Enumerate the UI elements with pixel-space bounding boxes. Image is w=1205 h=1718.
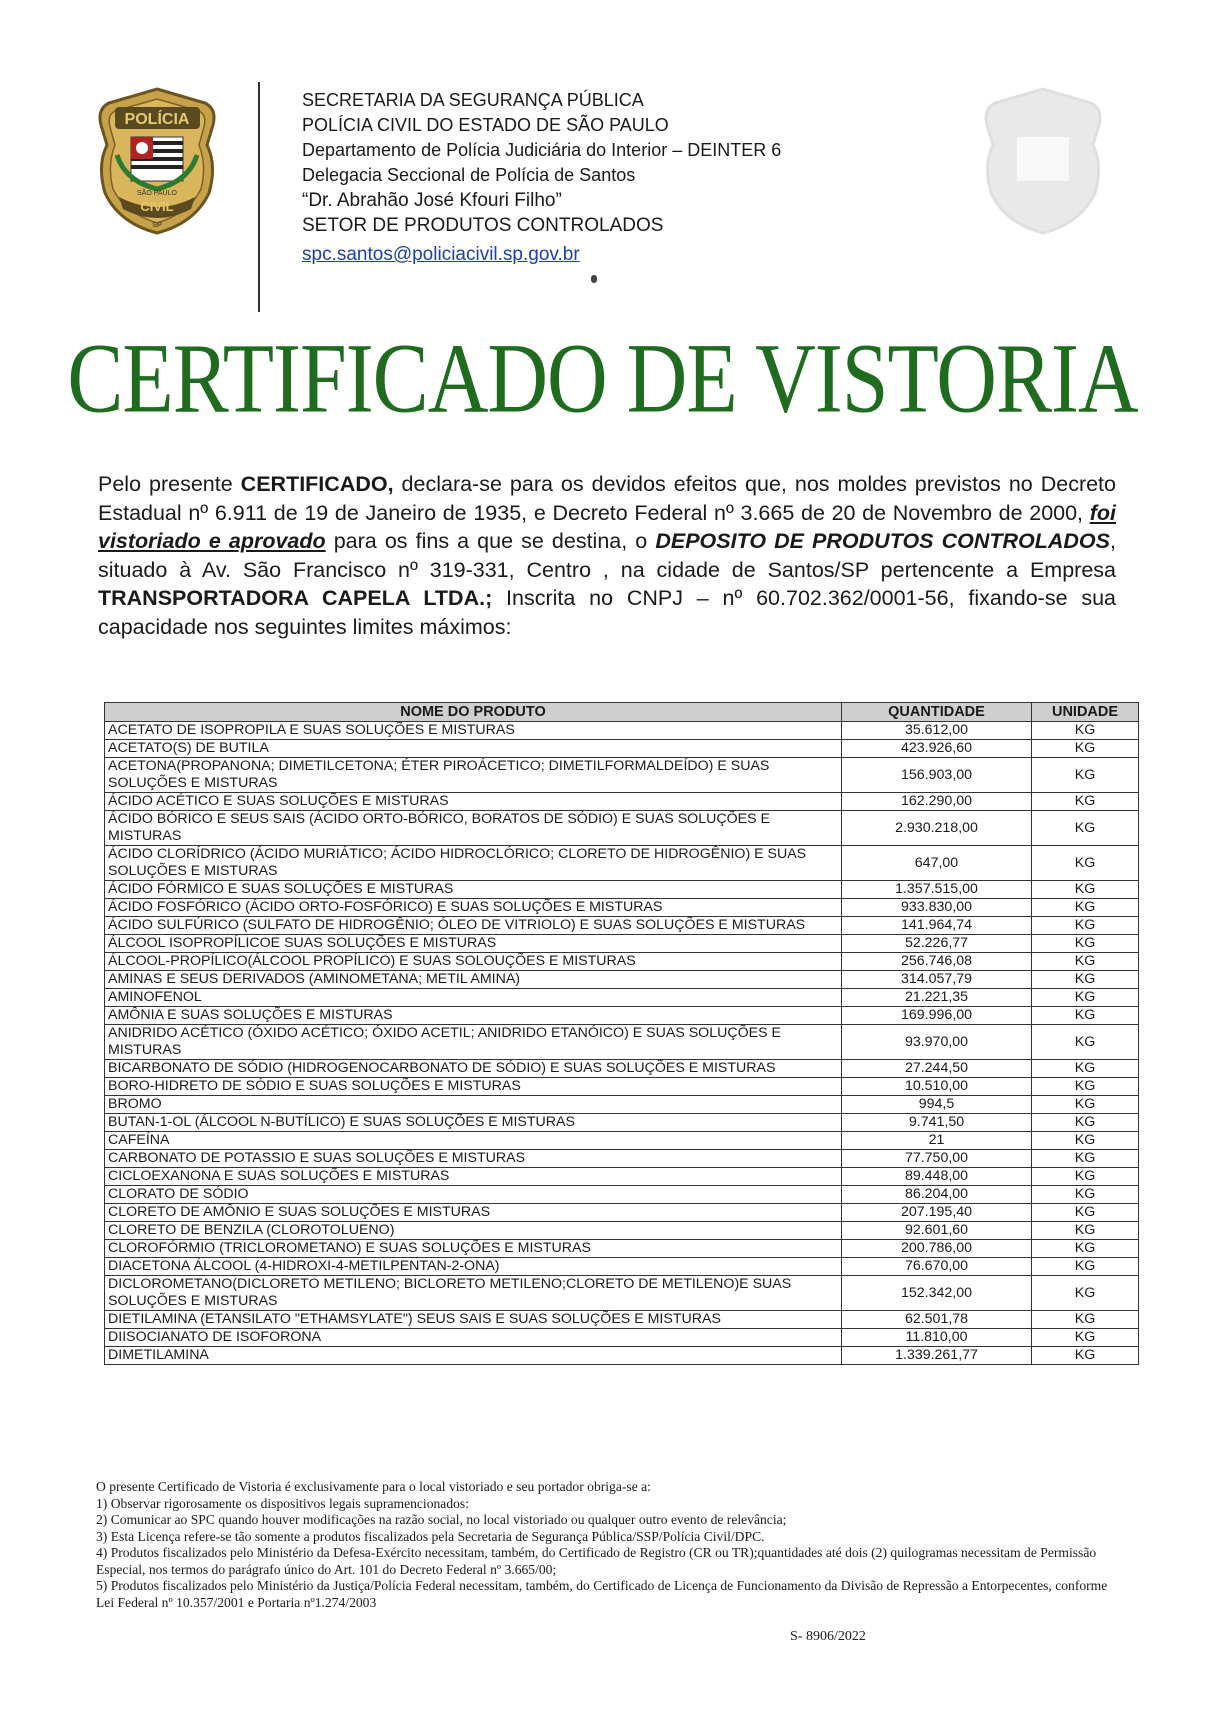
table-row xyxy=(105,935,1139,953)
footer-notes xyxy=(96,1479,1116,1611)
product-name-cell: DIMETILAMINA xyxy=(105,1347,842,1365)
header-divider xyxy=(258,82,260,312)
table-row xyxy=(105,917,1139,935)
quantity-cell: 92.601,60 xyxy=(842,1222,1032,1240)
header-line-4: Delegacia Seccional de Polícia de Santos xyxy=(302,165,636,185)
header-block xyxy=(302,88,781,267)
unit-cell: KG xyxy=(1032,1204,1139,1222)
header-line-1: SECRETARIA DA SEGURANÇA PÚBLICA xyxy=(302,90,644,110)
quantity-cell: 77.750,00 xyxy=(842,1150,1032,1168)
table-row xyxy=(105,1204,1139,1222)
note-intro: O presente Certificado de Vistoria é exclusivamente para o local vistoriado e seu portador obriga-se a: xyxy=(96,1479,651,1494)
unit-cell: KG xyxy=(1032,1025,1139,1060)
email-link[interactable]: spc.santos@policiacivil.sp.gov.br xyxy=(302,244,580,265)
col-header-quantity: QUANTIDADE xyxy=(842,703,1032,722)
table-row xyxy=(105,971,1139,989)
quantity-cell: 156.903,00 xyxy=(842,758,1032,793)
unit-cell: KG xyxy=(1032,846,1139,881)
table-row xyxy=(105,811,1139,846)
table-row xyxy=(105,1186,1139,1204)
table-row xyxy=(105,1078,1139,1096)
unit-cell: KG xyxy=(1032,1114,1139,1132)
header-line-2: POLÍCIA CIVIL DO ESTADO DE SÃO PAULO xyxy=(302,115,669,135)
ink-dot xyxy=(591,275,597,283)
quantity-cell: 200.786,00 xyxy=(842,1240,1032,1258)
unit-cell: KG xyxy=(1032,1078,1139,1096)
header-line-3: Departamento de Polícia Judiciária do Interior – DEINTER 6 xyxy=(302,140,782,160)
product-name-cell: BICARBONATO DE SÓDIO (HIDROGENOCARBONATO DE SÓDIO) E SUAS SOLUÇÕES E MISTURAS xyxy=(105,1060,842,1078)
unit-cell: KG xyxy=(1032,740,1139,758)
unit-cell: KG xyxy=(1032,1168,1139,1186)
unit-cell: KG xyxy=(1032,722,1139,740)
table-row xyxy=(105,1132,1139,1150)
table-row xyxy=(105,846,1139,881)
table-row xyxy=(105,1025,1139,1060)
unit-cell: KG xyxy=(1032,1240,1139,1258)
table-row xyxy=(105,740,1139,758)
body-empresa: TRANSPORTADORA CAPELA LTDA.; xyxy=(98,586,493,610)
table-row xyxy=(105,899,1139,917)
quantity-cell: 162.290,00 xyxy=(842,793,1032,811)
quantity-cell: 256.746,08 xyxy=(842,953,1032,971)
document-code: S- 8906/2022 xyxy=(790,1629,866,1644)
quantity-cell: 86.204,00 xyxy=(842,1186,1032,1204)
body-vistoriado: foi vistoriado e aprovado xyxy=(98,500,1116,553)
quantity-cell: 423.926,60 xyxy=(842,740,1032,758)
unit-cell: KG xyxy=(1032,1150,1139,1168)
header-line-5: “Dr. Abrahão José Kfouri Filho” xyxy=(302,190,562,211)
note-1: 1) Observar rigorosamente os dispositivos legais supramencionados: xyxy=(96,1495,469,1511)
table-header-row xyxy=(105,703,1139,722)
product-name-cell: CLORATO DE SÓDIO xyxy=(105,1186,842,1204)
body-deposito: DEPOSITO DE PRODUTOS CONTROLADOS xyxy=(655,529,1111,553)
table-row xyxy=(105,1347,1139,1365)
ghost-badge-icon xyxy=(980,85,1105,235)
quantity-cell: 21 xyxy=(842,1132,1032,1150)
body-certificado: CERTIFICADO, xyxy=(240,472,394,496)
quantity-cell: 76.670,00 xyxy=(842,1258,1032,1276)
quantity-cell: 10.510,00 xyxy=(842,1078,1032,1096)
col-header-name: NOME DO PRODUTO xyxy=(105,703,842,722)
product-name-cell: ÁCIDO ACÉTICO E SUAS SOLUÇÕES E MISTURAS xyxy=(105,793,842,811)
product-name-cell: ÁLCOOL ISOPROPÍLICOE SUAS SOLUÇÕES E MISTURAS xyxy=(105,935,842,953)
products-table xyxy=(104,702,1139,1365)
quantity-cell: 152.342,00 xyxy=(842,1276,1032,1311)
policia-civil-badge-icon xyxy=(95,85,220,235)
body-text-1: Pelo presente xyxy=(98,472,241,496)
header-line-6: SETOR DE PRODUTOS CONTROLADOS xyxy=(302,215,664,236)
unit-cell: KG xyxy=(1032,758,1139,793)
product-name-cell: ANIDRIDO ACÉTICO (ÓXIDO ACÉTICO; ÓXIDO ACETIL; ANIDRIDO ETANÓICO) E SUAS SOLUÇÕES E MISTURAS xyxy=(105,1025,842,1060)
table-row xyxy=(105,953,1139,971)
table-row xyxy=(105,1168,1139,1186)
unit-cell: KG xyxy=(1032,1311,1139,1329)
body-text-3: para os fins a que se destina, o xyxy=(325,529,656,553)
quantity-cell: 933.830,00 xyxy=(842,899,1032,917)
quantity-cell: 27.244,50 xyxy=(842,1060,1032,1078)
unit-cell: KG xyxy=(1032,935,1139,953)
unit-cell: KG xyxy=(1032,1007,1139,1025)
body-text-5: Inscrita no CNPJ – nº 60.702.362/0001-56, fixando-se sua capacidade nos seguintes limites máximos: xyxy=(98,586,1116,639)
col-header-unit: UNIDADE xyxy=(1032,703,1139,722)
table-row xyxy=(105,1096,1139,1114)
note-5: 5) Produtos fiscalizados pelo Ministério da Justiça/Polícia Federal necessitam, também, do Certificado de Licença de Funcionamento da Divisão de Repressão a Entorpecentes, conforme Lei Federal nº 10.357/2001 e Portaria nº1.274/2003 xyxy=(96,1578,1108,1610)
table-row xyxy=(105,989,1139,1007)
product-name-cell: AMÔNIA E SUAS SOLUÇÕES E MISTURAS xyxy=(105,1007,842,1025)
unit-cell: KG xyxy=(1032,971,1139,989)
page-title: CERTIFICADO DE VISTORIA xyxy=(67,324,1138,435)
table-row xyxy=(105,722,1139,740)
unit-cell: KG xyxy=(1032,1132,1139,1150)
table-row xyxy=(105,1060,1139,1078)
product-name-cell: ÁCIDO CLORÍDRICO (ÁCIDO MURIÁTICO; ÁCIDO HIDROCLÓRICO; CLORETO DE HIDROGÊNIO) E SUAS SOLUÇÕES E MISTURAS xyxy=(105,846,842,881)
quantity-cell: 141.964,74 xyxy=(842,917,1032,935)
product-name-cell: ÁCIDO BÓRICO E SEUS SAIS (ÁCIDO ORTO-BÓRICO, BORATOS DE SÓDIO) E SUAS SOLUÇÕES E MISTURAS xyxy=(105,811,842,846)
unit-cell: KG xyxy=(1032,1347,1139,1365)
product-name-cell: CLORETO DE AMÔNIO E SUAS SOLUÇÕES E MISTURAS xyxy=(105,1204,842,1222)
product-name-cell: DIACETONA ÁLCOOL (4-HIDROXI-4-METILPENTAN-2-ONA) xyxy=(105,1258,842,1276)
quantity-cell: 207.195,40 xyxy=(842,1204,1032,1222)
unit-cell: KG xyxy=(1032,881,1139,899)
body-text-4: , situado à Av. São Francisco nº 319-331, Centro , na cidade de Santos/SP pertencente a Empresa xyxy=(98,529,1116,582)
quantity-cell: 2.930.218,00 xyxy=(842,811,1032,846)
table-row xyxy=(105,1329,1139,1347)
table-row xyxy=(105,1240,1139,1258)
badge-sp-text: SP xyxy=(152,222,162,229)
quantity-cell: 35.612,00 xyxy=(842,722,1032,740)
quantity-cell: 1.357.515,00 xyxy=(842,881,1032,899)
body-text-2: declara-se para os devidos efeitos que, nos moldes previstos no Decreto Estadual nº 6.911 de 19 de Janeiro de 1935, e Decreto Federal nº 3.665 de 20 de Novembro de 2000, xyxy=(98,472,1116,525)
quantity-cell: 52.226,77 xyxy=(842,935,1032,953)
table-row xyxy=(105,793,1139,811)
product-name-cell: CARBONATO DE POTASSIO E SUAS SOLUÇÕES E MISTURAS xyxy=(105,1150,842,1168)
quantity-cell: 1.339.261,77 xyxy=(842,1347,1032,1365)
product-name-cell: DIISOCIANATO DE ISOFORONA xyxy=(105,1329,842,1347)
quantity-cell: 11.810,00 xyxy=(842,1329,1032,1347)
product-name-cell: ÁLCOOL-PROPÍLICO(ÁLCOOL PROPÍLICO) E SUAS SOLOUÇÕES E MISTURAS xyxy=(105,953,842,971)
unit-cell: KG xyxy=(1032,1329,1139,1347)
unit-cell: KG xyxy=(1032,1186,1139,1204)
table-row xyxy=(105,1007,1139,1025)
note-3: 3) Esta Licença refere-se tão somente a produtos fiscalizados pela Secretaria de Segurança Pública/SSP/Polícia Civil/DPC. xyxy=(96,1528,765,1544)
quantity-cell: 9.741,50 xyxy=(842,1114,1032,1132)
unit-cell: KG xyxy=(1032,953,1139,971)
product-name-cell: BROMO xyxy=(105,1096,842,1114)
table-row xyxy=(105,881,1139,899)
quantity-cell: 21.221,35 xyxy=(842,989,1032,1007)
product-name-cell: BORO-HIDRETO DE SÓDIO E SUAS SOLUÇÕES E MISTURAS xyxy=(105,1078,842,1096)
product-name-cell: ÁCIDO FÓRMICO E SUAS SOLUÇÕES E MISTURAS xyxy=(105,881,842,899)
quantity-cell: 314.057,79 xyxy=(842,971,1032,989)
table-row xyxy=(105,1114,1139,1132)
table-row xyxy=(105,1222,1139,1240)
quantity-cell: 93.970,00 xyxy=(842,1025,1032,1060)
product-name-cell: CICLOEXANONA E SUAS SOLUÇÕES E MISTURAS xyxy=(105,1168,842,1186)
badge-bottom-text: CIVIL xyxy=(140,199,174,214)
badge-city-text: SÃO PAULO xyxy=(137,190,177,197)
product-name-cell: CLOROFÓRMIO (TRICLOROMETANO) E SUAS SOLUÇÕES E MISTURAS xyxy=(105,1240,842,1258)
unit-cell: KG xyxy=(1032,1096,1139,1114)
note-2: 2) Comunicar ao SPC quando houver modificações na razão social, no local vistoriado ou qualquer outro evento de relevância; xyxy=(96,1512,787,1527)
unit-cell: KG xyxy=(1032,1222,1139,1240)
product-name-cell: CAFEÍNA xyxy=(105,1132,842,1150)
product-name-cell: ACETONA(PROPANONA; DIMETILCETONA; ÉTER PIROÁCETICO; DIMETILFORMALDEÍDO) E SUAS SOLUÇÕES E MISTURAS xyxy=(105,758,842,793)
product-name-cell: CLORETO DE BENZILA (CLOROTOLUENO) xyxy=(105,1222,842,1240)
unit-cell: KG xyxy=(1032,793,1139,811)
unit-cell: KG xyxy=(1032,899,1139,917)
product-name-cell: ÁCIDO SULFÚRICO (SULFATO DE HIDROGÊNIO; ÓLEO DE VITRIOLO) E SUAS SOLUÇÕES E MISTURAS xyxy=(105,917,842,935)
quantity-cell: 89.448,00 xyxy=(842,1168,1032,1186)
table-row xyxy=(105,1258,1139,1276)
product-name-cell: ÁCIDO FOSFÓRICO (ÁCIDO ORTO-FOSFÓRICO) E SUAS SOLUÇÕES E MISTURAS xyxy=(105,899,842,917)
note-4: 4) Produtos fiscalizados pelo Ministério da Defesa-Exército necessitam, também, do Certificado de Registro (CR ou TR);quantidades até dois (2) quilogramas necessitam de Permissão Especial, nos termos do parágrafo único do Art. 101 do Decreto Federal nº 3.665/00; xyxy=(96,1545,1097,1577)
product-name-cell: ACETATO DE ISOPROPILA E SUAS SOLUÇÕES E MISTURAS xyxy=(105,722,842,740)
product-name-cell: DIETILAMINA (ETANSILATO "ETHAMSYLATE") SEUS SAIS E SUAS SOLUÇÕES E MISTURAS xyxy=(105,1311,842,1329)
table-body xyxy=(105,722,1139,1365)
table-row xyxy=(105,1276,1139,1311)
unit-cell: KG xyxy=(1032,1258,1139,1276)
table-row xyxy=(105,1150,1139,1168)
product-name-cell: AMINAS E SEUS DERIVADOS (AMINOMETANA; METIL AMINA) xyxy=(105,971,842,989)
quantity-cell: 994,5 xyxy=(842,1096,1032,1114)
quantity-cell: 169.996,00 xyxy=(842,1007,1032,1025)
quantity-cell: 62.501,78 xyxy=(842,1311,1032,1329)
table-row xyxy=(105,758,1139,793)
product-name-cell: AMINOFENOL xyxy=(105,989,842,1007)
product-name-cell: BUTAN-1-OL (ÁLCOOL N-BUTÍLICO) E SUAS SOLUÇÕES E MISTURAS xyxy=(105,1114,842,1132)
certificate-body xyxy=(98,470,1116,641)
product-name-cell: DICLOROMETANO(DICLORETO METILENO; BICLORETO METILENO;CLORETO DE METILENO)E SUAS SOLUÇÕES E MISTURAS xyxy=(105,1276,842,1311)
product-name-cell: ACETATO(S) DE BUTILA xyxy=(105,740,842,758)
unit-cell: KG xyxy=(1032,1060,1139,1078)
badge-top-text: POLÍCIA xyxy=(124,111,190,128)
table-row xyxy=(105,1311,1139,1329)
unit-cell: KG xyxy=(1032,917,1139,935)
unit-cell: KG xyxy=(1032,989,1139,1007)
quantity-cell: 647,00 xyxy=(842,846,1032,881)
unit-cell: KG xyxy=(1032,811,1139,846)
unit-cell: KG xyxy=(1032,1276,1139,1311)
